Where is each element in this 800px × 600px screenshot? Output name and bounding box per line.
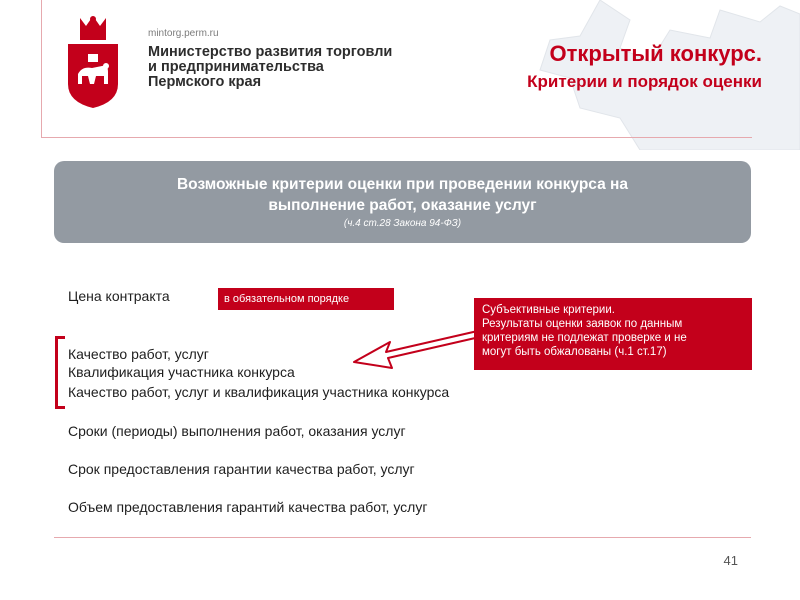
slide-title [527,40,762,94]
header-vertical-divider [41,0,42,138]
callout-line: могут быть обжалованы (ч.1 ст.17) [482,346,667,358]
slide-title-line2: Критерии и порядок оценки [527,72,762,91]
criteria-banner [54,161,751,243]
site-url[interactable]: mintorg.perm.ru [148,28,219,39]
mandatory-badge: в обязательном порядке [218,288,394,310]
callout-line: критериям не подлежат проверке и не [482,332,687,344]
criterion-quality-and-qualification: Качество работ, услуг и квалификация участника конкурса [68,384,450,400]
ministry-name-line: Пермского края [148,74,262,90]
banner-title-line: Возможные критерии оценки при проведении конкурса на [176,176,629,193]
subjective-criteria-bracket [55,336,65,409]
criterion-warranty-scope: Объем предоставления гарантий качества работ, услуг [68,499,428,515]
banner-law-reference: (ч.4 ст.28 Закона 94-ФЗ) [343,218,462,229]
ministry-name-line: Министерство развития торговли [148,44,393,60]
criterion-qualification: Квалификация участника конкурса [68,364,295,380]
banner-title [54,174,751,216]
footer-divider [54,537,751,538]
callout-line: Субъективные критерии. [482,304,615,316]
callout-arrow-icon [348,324,488,374]
subjective-criteria-callout [474,298,752,370]
callout-line: Результаты оценки заявок по данным [482,318,683,330]
ministry-name [148,45,438,90]
criterion-quality: Качество работ, услуг [68,346,209,362]
slide-title-line1: Открытый конкурс. [549,41,762,66]
ministry-name-line: и предпринимательства [148,59,324,75]
criterion-deadlines: Сроки (периоды) выполнения работ, оказания услуг [68,423,406,439]
banner-title-line: выполнение работ, оказание услуг [268,197,537,214]
page-number: 41 [723,553,738,568]
header-divider [41,137,752,138]
criterion-warranty-period: Срок предоставления гарантии качества работ, услуг [68,461,415,477]
perm-krai-coat-of-arms-icon [60,14,126,110]
criterion-price: Цена контракта [68,288,170,304]
